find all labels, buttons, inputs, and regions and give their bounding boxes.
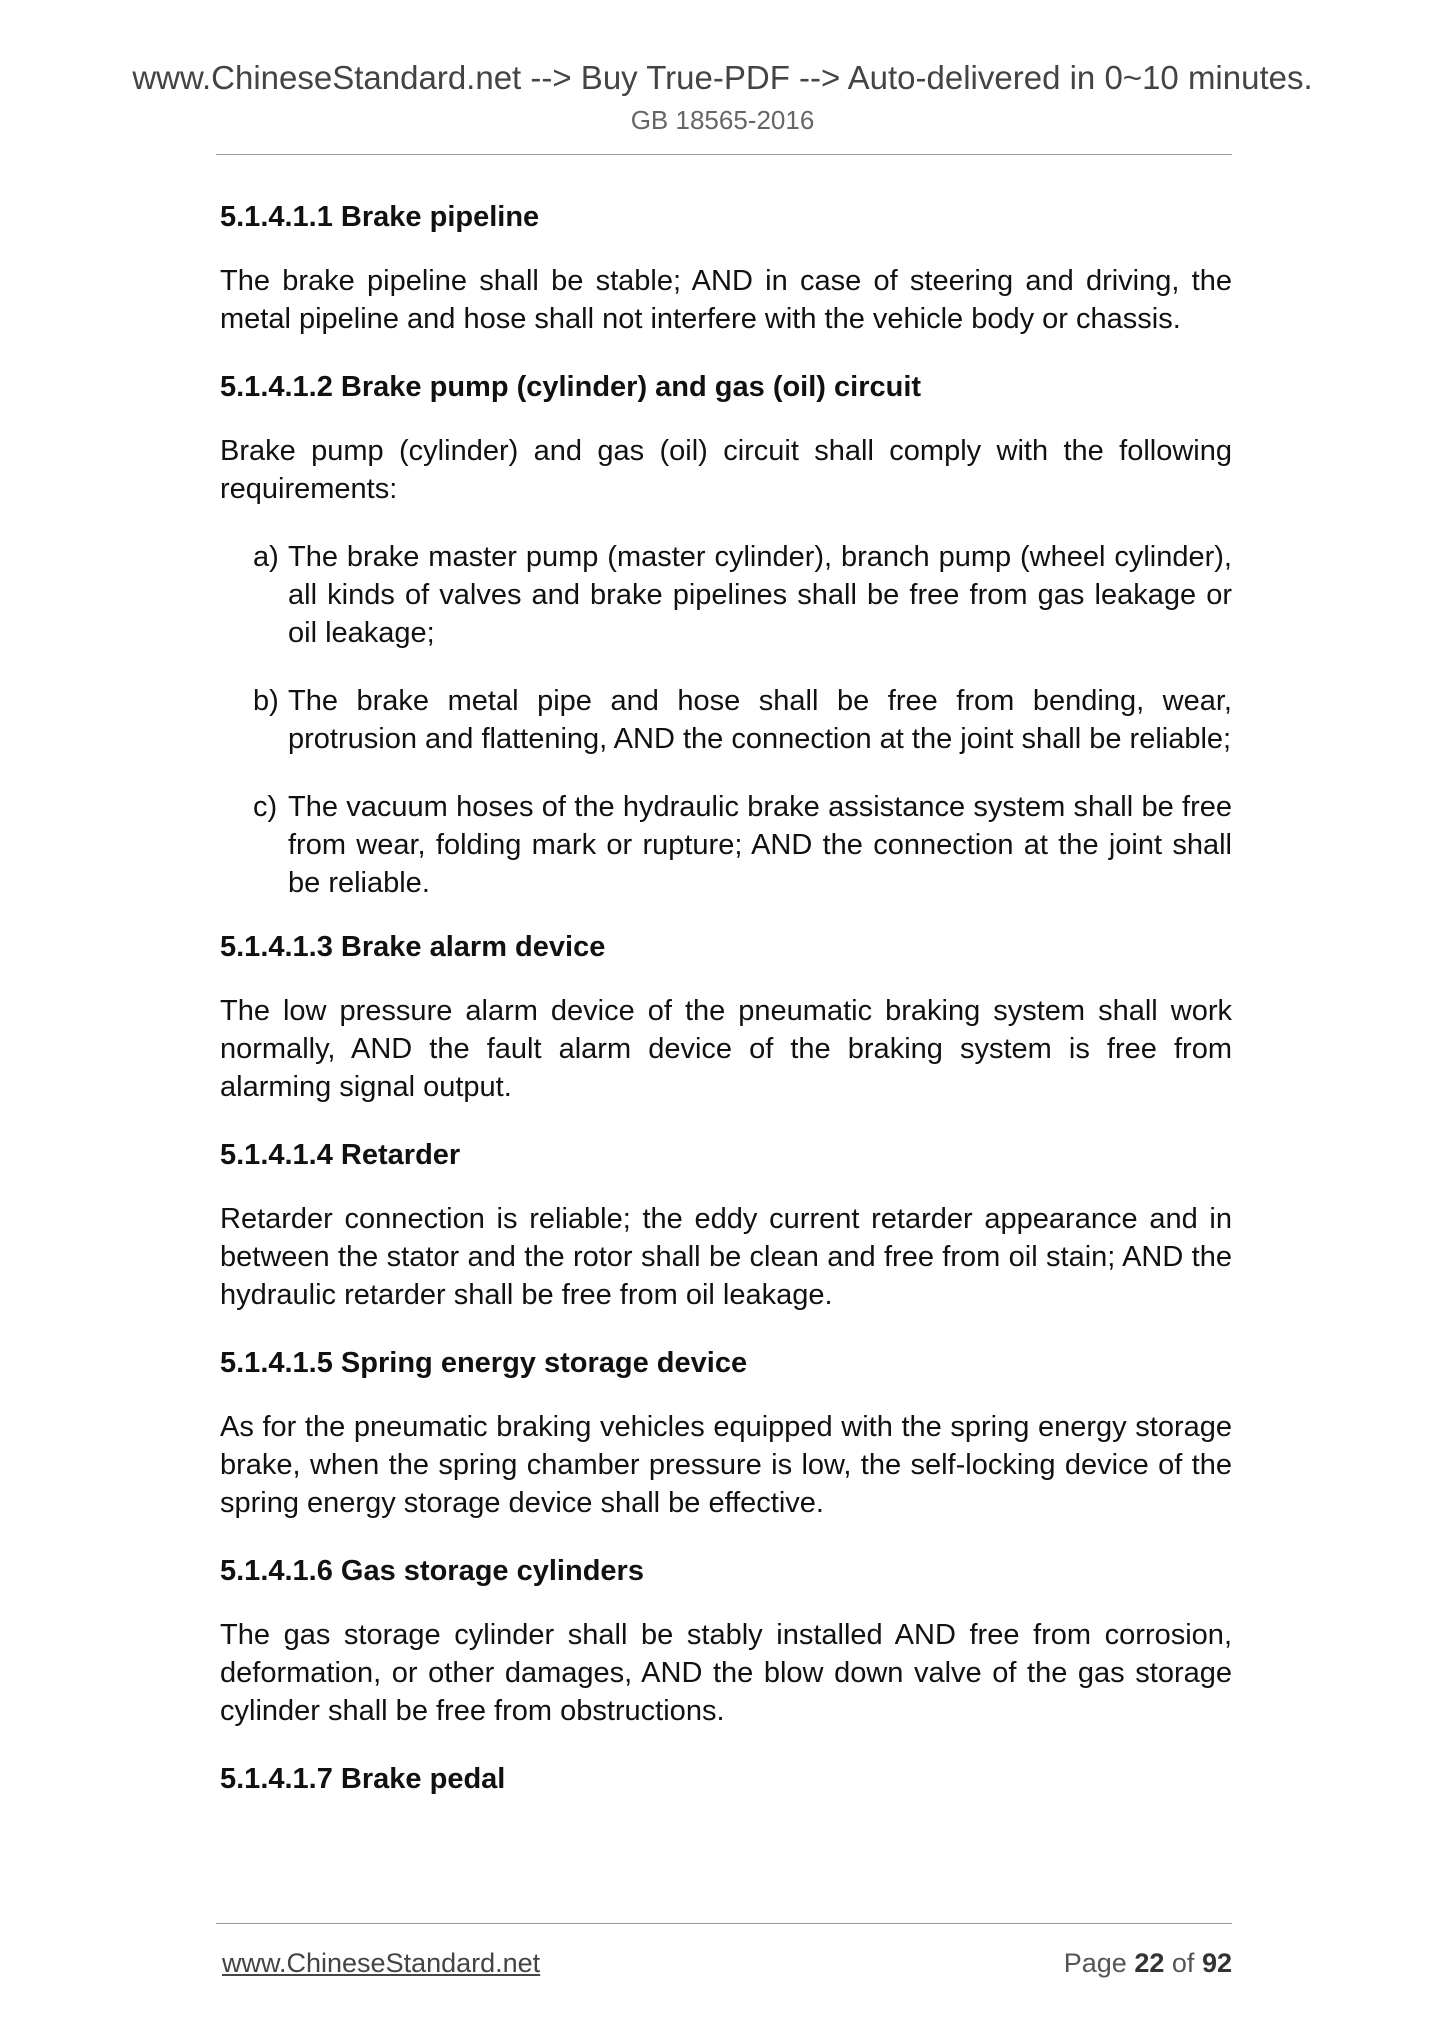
page-indicator [1064, 1946, 1232, 1980]
footer-website-link[interactable]: www.ChineseStandard.net [222, 1948, 541, 1978]
section-text-retarder: Retarder connection is reliable; the eddy current retarder appearance and in between the stator and the rotor shall be clean and free from oil stain; AND the hydraulic retarder shall be free from oil leakage. [220, 1203, 1232, 1311]
header-banner[interactable]: www.ChineseStandard.net --> Buy True-PDF --> Auto-delivered in 0~10 minutes. [132, 59, 1313, 96]
section-text-gas-cylinders: The gas storage cylinder shall be stably installed AND free from corrosion, deformation, or other damages, AND the blow down valve of the gas storage cylinder shall be free from obstructions. [220, 1619, 1232, 1727]
section-text-spring-storage: As for the pneumatic braking vehicles equipped with the spring energy storage brake, when the spring chamber pressure is low, the self-locking device of the spring energy storage device shall be effective. [220, 1411, 1232, 1519]
page-current: 22 [1134, 1948, 1165, 1978]
section-heading-spring-storage: 5.1.4.1.5 Spring energy storage device [220, 1347, 748, 1379]
page-of: of [1171, 1948, 1195, 1978]
section-heading-gas-cylinders: 5.1.4.1.6 Gas storage cylinders [220, 1555, 644, 1587]
list-item [220, 788, 1232, 902]
list-marker: c) [253, 791, 278, 823]
section-heading-brake-alarm: 5.1.4.1.3 Brake alarm device [220, 931, 606, 963]
section-heading-brake-pipeline: 5.1.4.1.1 Brake pipeline [220, 201, 540, 233]
list-item-text: The brake metal pipe and hose shall be free from bending, wear, protrusion and flattening, AND the connection at the joint shall be reliable; [288, 685, 1232, 755]
section-text-brake-alarm: The low pressure alarm device of the pneumatic braking system shall work normally, AND the fault alarm device of the braking system is free from alarming signal output. [220, 995, 1232, 1103]
section-heading-retarder: 5.1.4.1.4 Retarder [220, 1139, 461, 1171]
section-text-brake-pipeline: The brake pipeline shall be stable; AND in case of steering and driving, the metal pipeline and hose shall not interfere with the vehicle body or chassis. [220, 265, 1232, 335]
list-item-text: The vacuum hoses of the hydraulic brake assistance system shall be free from wear, folding mark or rupture; AND the connection at the joint shall be reliable. [288, 791, 1232, 899]
list-marker: b) [253, 685, 279, 717]
page-total: 92 [1201, 1948, 1232, 1978]
footer-divider [216, 1923, 1232, 1924]
page-prefix: Page [1063, 1948, 1127, 1978]
section-heading-brake-pump: 5.1.4.1.2 Brake pump (cylinder) and gas (oil) circuit [220, 371, 922, 403]
section-text-brake-pump: Brake pump (cylinder) and gas (oil) circuit shall comply with the following requirements: [220, 435, 1232, 505]
document-body [220, 198, 1232, 1824]
list-marker: a) [253, 541, 279, 573]
section-heading-brake-pedal: 5.1.4.1.7 Brake pedal [220, 1763, 506, 1795]
header-divider [216, 154, 1232, 155]
list-item-text: The brake master pump (master cylinder), branch pump (wheel cylinder), all kinds of valves and brake pipelines shall be free from gas leakage or oil leakage; [288, 541, 1232, 649]
list-item [220, 682, 1232, 758]
standard-id: GB 18565-2016 [630, 105, 815, 135]
list-item [220, 538, 1232, 652]
